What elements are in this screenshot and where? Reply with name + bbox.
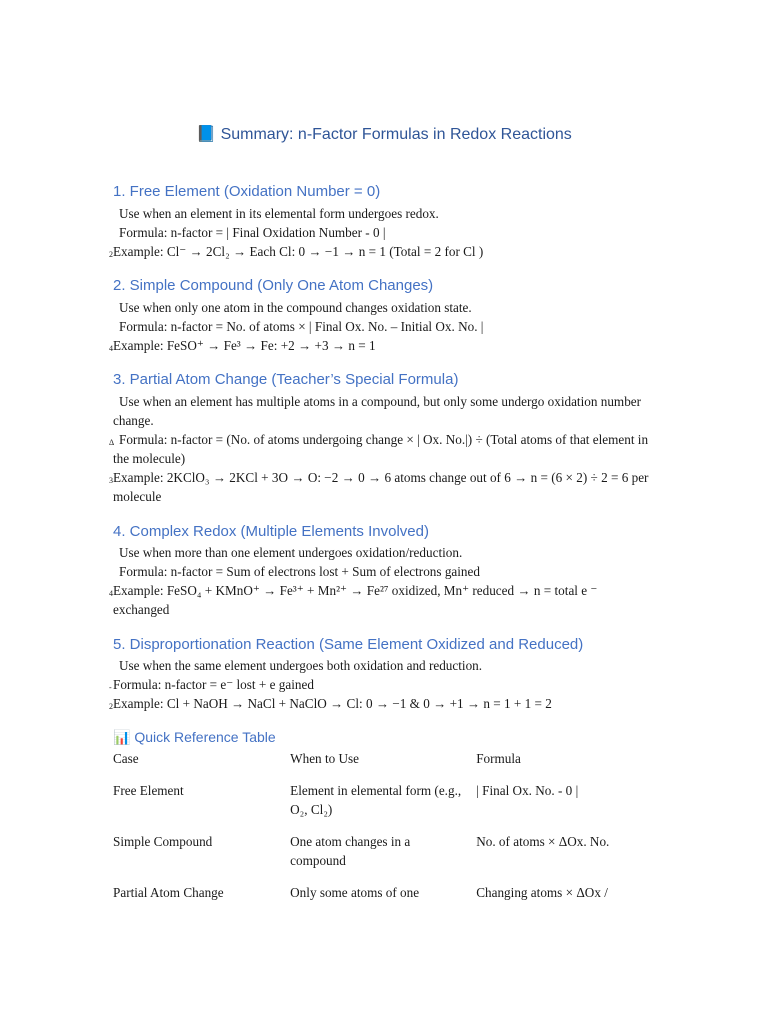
table-cell: Partial Atom Change xyxy=(113,885,224,900)
section-formula: Formula: n-factor = Sum of electrons lost + Sum of electrons gained xyxy=(119,564,480,579)
section-example: 2 Example: Cl⁻ → 2Cl₂ → Each Cl: 0 → −1 → n = 1 (Total = 2 for Cl ) xyxy=(113,242,653,261)
section-heading: 4. Complex Redox (Multiple Elements Involved) xyxy=(113,523,429,540)
quick-reference-table xyxy=(113,749,663,934)
section-example: 3 Example: 2KClO₃ → 2KCl + 3O → O: −2 → 0 → 6 atoms change out of 6 → n = (6 × 2) ÷ 2 = 6 per molecule xyxy=(109,470,649,504)
table-row xyxy=(113,883,663,934)
table-header-row xyxy=(113,749,663,781)
subscript-marker: 4 xyxy=(109,589,113,598)
table-cell: Changing atoms × ΔOx / xyxy=(476,885,608,900)
section-heading: 1. Free Element (Oxidation Number = 0) xyxy=(113,183,381,200)
superscript-marker: - xyxy=(109,683,112,692)
section-heading: 2. Simple Compound (Only One Atom Changes) xyxy=(113,277,434,294)
table-row xyxy=(113,832,663,883)
subscript-marker: 2 xyxy=(109,702,113,711)
subscript-marker: Δ xyxy=(109,438,115,447)
section-text: Use when an element has multiple atoms in a compound, but only some undergo oxidation number change. xyxy=(113,394,642,428)
section-example: 2 Example: Cl + NaOH → NaCl + NaClO → Cl: 0 → −1 & 0 → +1 → n = 1 + 1 = 2 xyxy=(113,694,653,713)
table-cell: One atom changes in a compound xyxy=(290,834,411,868)
table-cell: No. of atoms × ΔOx. No. xyxy=(476,834,610,849)
section-formula: Δ Formula: n-factor = (No. of atoms undergoing change × | Ox. No.|) ÷ (Total atoms of that element in the molecule) xyxy=(109,432,649,466)
table-header-formula: Formula xyxy=(476,751,521,766)
section-formula: Formula: n-factor = | Final Oxidation Number - 0 | xyxy=(119,225,386,240)
section-example: 4 Example: FeSO⁺ → Fe³ → Fe: +2 → +3 → n = 1 xyxy=(113,336,653,355)
section-heading: 5. Disproportionation Reaction (Same Element Oxidized and Reduced) xyxy=(113,636,584,653)
table-row xyxy=(113,781,663,832)
table-cell: Free Element xyxy=(113,783,184,798)
table-cell: Only some atoms of one xyxy=(290,885,420,900)
section-heading: 3. Partial Atom Change (Teacher’s Special Formula) xyxy=(113,371,459,388)
table-header-when: When to Use xyxy=(290,751,360,766)
table-cell: Simple Compound xyxy=(113,834,213,849)
subscript-marker: 3 xyxy=(109,476,113,485)
table-cell: | Final Ox. No. - 0 | xyxy=(476,783,579,798)
section-formula: - Formula: n-factor = e⁻ lost + e gained xyxy=(113,675,653,694)
section-formula: Formula: n-factor = No. of atoms × | Final Ox. No. – Initial Ox. No. | xyxy=(119,319,484,334)
section-text: Use when more than one element undergoes oxidation/reduction. xyxy=(119,545,463,560)
table-cell: Element in elemental form (e.g., O₂, Cl₂) xyxy=(290,783,462,817)
section-text: Use when an element in its elemental form undergoes redox. xyxy=(119,206,439,221)
table-header-case: Case xyxy=(113,751,139,766)
subscript-marker: 2 xyxy=(109,250,113,259)
section-text: Use when the same element undergoes both oxidation and reduction. xyxy=(119,658,483,673)
page-title: 📘 Summary: n-Factor Formulas in Redox Reactions xyxy=(196,126,572,143)
section-text: Use when only one atom in the compound changes oxidation state. xyxy=(119,300,472,315)
table-title: 📊 Quick Reference Table xyxy=(113,729,276,745)
subscript-marker: 4 xyxy=(109,344,113,353)
section-example: 4 Example: FeSO₄ + KMnO⁺ → Fe³⁺ + Mn²⁺ → Fe²⁷ oxidized, Mn⁺ reduced → n = total e ⁻ exchanged xyxy=(109,583,598,617)
